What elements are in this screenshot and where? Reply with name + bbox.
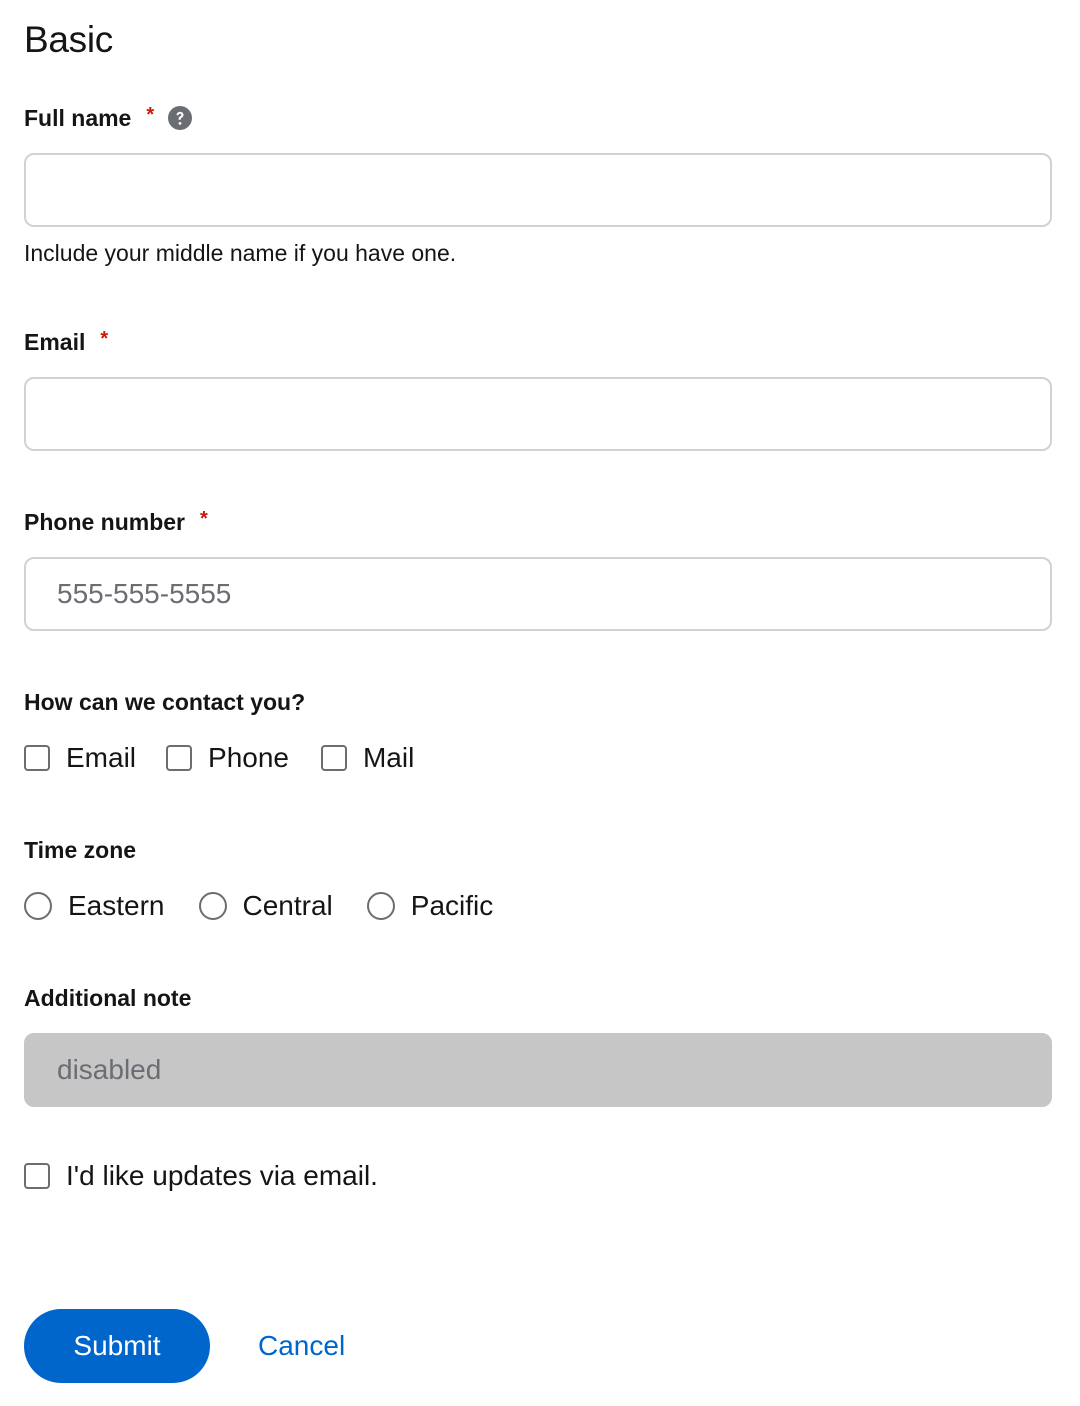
mail-checkbox[interactable] (321, 745, 347, 771)
additional-note-input (24, 1033, 1052, 1107)
contact-label-row (24, 686, 305, 718)
question-circle-icon[interactable] (168, 106, 192, 130)
note-label-row (24, 982, 191, 1014)
full-name-label: Full name (24, 105, 132, 131)
contact-options (24, 738, 414, 778)
contact-option-label: Mail (362, 742, 415, 773)
full-name-input[interactable] (24, 153, 1052, 227)
updates-row (24, 1156, 378, 1196)
cancel-button[interactable]: Cancel (234, 1309, 369, 1383)
eastern-radio[interactable] (24, 892, 52, 920)
contact-option-label: Phone (208, 742, 289, 773)
central-radio[interactable] (199, 892, 227, 920)
time-zone-option-central[interactable] (199, 886, 333, 926)
pacific-radio[interactable] (367, 892, 395, 920)
contact-option-mail[interactable] (321, 738, 414, 778)
submit-button[interactable]: Submit (24, 1309, 210, 1383)
required-asterisk: * (200, 508, 208, 530)
form-title: Basic (24, 19, 113, 60)
email-label-row (24, 326, 108, 358)
phone-label-row (24, 506, 208, 538)
phone-label: Phone number (24, 509, 186, 535)
contact-option-email[interactable] (24, 738, 136, 778)
time-zone-label: Time zone (24, 837, 137, 863)
note-label: Additional note (24, 985, 192, 1011)
time-zone-option-label: Pacific (410, 890, 494, 921)
time-zone-option-label: Central (242, 890, 333, 921)
updates-checkbox[interactable] (24, 1163, 50, 1189)
phone-checkbox[interactable] (166, 745, 192, 771)
updates-label: I'd like updates via email. (66, 1160, 378, 1191)
full-name-label-row (24, 102, 192, 134)
time-zone-label-row (24, 834, 136, 866)
time-zone-option-eastern[interactable] (24, 886, 165, 926)
time-zone-options (24, 886, 493, 926)
email-input[interactable] (24, 377, 1052, 451)
full-name-helper-text: Include your middle name if you have one. (24, 240, 457, 266)
email-checkbox[interactable] (24, 745, 50, 771)
updates-option[interactable] (24, 1156, 378, 1196)
contact-option-label: Email (66, 742, 137, 773)
time-zone-option-label: Eastern (68, 890, 165, 921)
phone-input[interactable] (24, 557, 1052, 631)
time-zone-option-pacific[interactable] (367, 886, 493, 926)
contact-label: How can we contact you? (24, 689, 306, 715)
required-asterisk: * (100, 328, 109, 350)
required-asterisk: * (146, 104, 155, 126)
contact-option-phone[interactable] (166, 738, 289, 778)
email-label: Email (24, 329, 86, 355)
